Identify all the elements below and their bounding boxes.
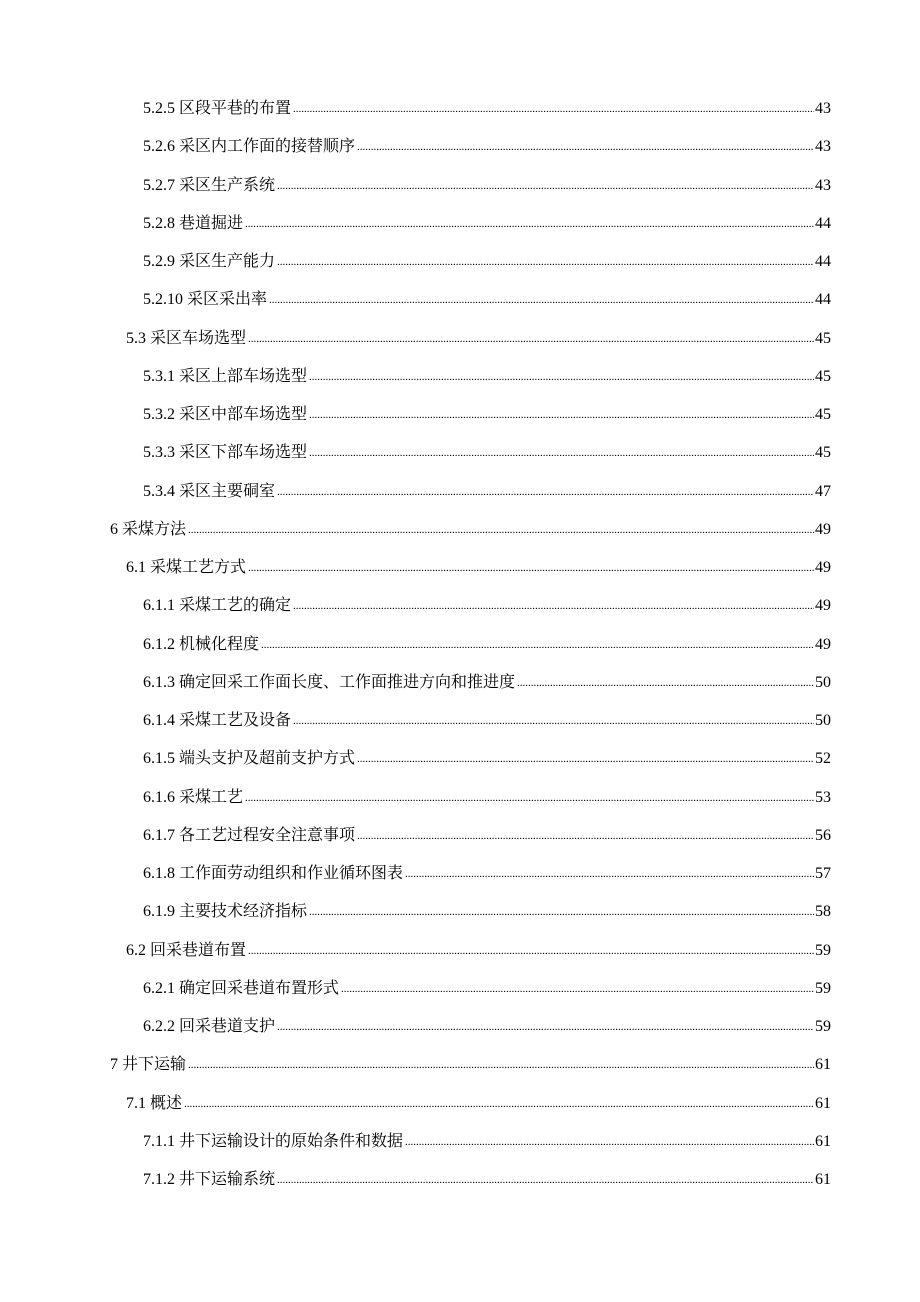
toc-entry[interactable] xyxy=(143,402,831,428)
toc-entry-page-number: 43 xyxy=(815,177,831,194)
toc-entry[interactable] xyxy=(143,134,831,160)
toc-entry[interactable] xyxy=(143,211,831,237)
toc-entry[interactable] xyxy=(143,173,831,199)
dot-leader xyxy=(293,593,814,619)
toc-entry[interactable] xyxy=(143,287,831,313)
dot-leader xyxy=(245,211,814,237)
toc-entry[interactable] xyxy=(143,785,831,811)
toc-entry-page-number: 43 xyxy=(815,138,831,155)
toc-entry-page-number: 49 xyxy=(815,559,831,576)
toc-entry[interactable] xyxy=(143,1167,831,1193)
toc-entry-label: 5.2.8 巷道掘进 xyxy=(143,215,244,232)
toc-entry-page-number: 58 xyxy=(815,903,831,920)
toc-entry[interactable] xyxy=(143,861,831,887)
toc-entry-label: 5.3.3 采区下部车场选型 xyxy=(143,444,308,461)
dot-leader xyxy=(248,326,814,352)
toc-entry-label: 6.1.6 采煤工艺 xyxy=(143,789,244,806)
toc-entry[interactable] xyxy=(143,593,831,619)
dot-leader xyxy=(277,173,814,199)
toc-entry[interactable] xyxy=(143,96,831,122)
toc-entry-page-number: 61 xyxy=(815,1133,831,1150)
toc-entry-page-number: 50 xyxy=(815,712,831,729)
toc-entry-page-number: 45 xyxy=(815,330,831,347)
toc-entry-label: 7.1.2 井下运输系统 xyxy=(143,1171,276,1188)
toc-entry-page-number: 43 xyxy=(815,100,831,117)
dot-leader xyxy=(405,1129,814,1155)
toc-entry[interactable] xyxy=(143,746,831,772)
dot-leader xyxy=(184,1091,814,1117)
toc-entry-page-number: 45 xyxy=(815,368,831,385)
toc-entry-label: 6 采煤方法 xyxy=(110,521,187,538)
toc-entry-label: 7.1 概述 xyxy=(126,1095,183,1112)
toc-entry-page-number: 49 xyxy=(815,636,831,653)
toc-entry-page-number: 45 xyxy=(815,444,831,461)
toc-entry[interactable] xyxy=(143,823,831,849)
toc-entry[interactable] xyxy=(143,632,831,658)
dot-leader xyxy=(517,670,814,696)
toc-entry-page-number: 44 xyxy=(815,253,831,270)
dot-leader xyxy=(309,402,814,428)
toc-entry[interactable] xyxy=(143,1129,831,1155)
toc-entry-page-number: 59 xyxy=(815,980,831,997)
toc-entry-label: 6.1.2 机械化程度 xyxy=(143,636,260,653)
toc-entry-page-number: 59 xyxy=(815,942,831,959)
toc-entry-page-number: 49 xyxy=(815,521,831,538)
toc-entry-page-number: 53 xyxy=(815,789,831,806)
dot-leader xyxy=(277,1014,814,1040)
toc-entry-label: 5.2.7 采区生产系统 xyxy=(143,177,276,194)
toc-entry-label: 6.2.2 回采巷道支护 xyxy=(143,1018,276,1035)
dot-leader xyxy=(357,823,814,849)
toc-entry[interactable] xyxy=(143,976,831,1002)
toc-entry-label: 7.1.1 井下运输设计的原始条件和数据 xyxy=(143,1133,404,1150)
dot-leader xyxy=(261,632,814,658)
dot-leader xyxy=(309,899,814,925)
toc-entry-page-number: 44 xyxy=(815,215,831,232)
toc-entry[interactable] xyxy=(126,326,831,352)
dot-leader xyxy=(277,249,814,275)
toc-entry[interactable] xyxy=(143,670,831,696)
toc-entry[interactable] xyxy=(143,708,831,734)
dot-leader xyxy=(309,364,814,390)
toc-entry[interactable] xyxy=(143,1014,831,1040)
toc-entry-label: 6.1.8 工作面劳动组织和作业循环图表 xyxy=(143,865,404,882)
dot-leader xyxy=(309,440,814,466)
toc-entry[interactable] xyxy=(110,1052,831,1078)
dot-leader xyxy=(277,479,814,505)
toc-entry-page-number: 44 xyxy=(815,291,831,308)
toc-entry-page-number: 57 xyxy=(815,865,831,882)
toc-entry[interactable] xyxy=(126,555,831,581)
toc-entry-page-number: 61 xyxy=(815,1056,831,1073)
toc-entry-label: 6.1.9 主要技术经济指标 xyxy=(143,903,308,920)
toc-entry-label: 5.2.5 区段平巷的布置 xyxy=(143,100,292,117)
toc-entry-page-number: 49 xyxy=(815,597,831,614)
toc-entry-label: 6.1.5 端头支护及超前支护方式 xyxy=(143,750,356,767)
dot-leader xyxy=(248,938,814,964)
dot-leader xyxy=(357,134,814,160)
toc-entry-label: 6.1.7 各工艺过程安全注意事项 xyxy=(143,827,356,844)
toc-entry-page-number: 50 xyxy=(815,674,831,691)
dot-leader xyxy=(188,517,814,543)
toc-entry-page-number: 59 xyxy=(815,1018,831,1035)
toc-entry-label: 6.2.1 确定回采巷道布置形式 xyxy=(143,980,340,997)
toc-entry-label: 6.1.1 采煤工艺的确定 xyxy=(143,597,292,614)
dot-leader xyxy=(269,287,814,313)
dot-leader xyxy=(293,708,814,734)
toc-entry-label: 5.2.9 采区生产能力 xyxy=(143,253,276,270)
dot-leader xyxy=(405,861,814,887)
toc-entry-label: 6.1.4 采煤工艺及设备 xyxy=(143,712,292,729)
toc-entry-label: 6.1.3 确定回采工作面长度、工作面推进方向和推进度 xyxy=(143,674,516,691)
dot-leader xyxy=(357,746,814,772)
toc-entry-page-number: 45 xyxy=(815,406,831,423)
toc-entry-page-number: 56 xyxy=(815,827,831,844)
dot-leader xyxy=(248,555,814,581)
toc-entry[interactable] xyxy=(110,517,831,543)
toc-entry-label: 5.3.1 采区上部车场选型 xyxy=(143,368,308,385)
toc-entry-label: 5.2.10 采区采出率 xyxy=(143,291,268,308)
toc-entry-label: 5.3 采区车场选型 xyxy=(126,330,247,347)
toc-entry-label: 5.2.6 采区内工作面的接替顺序 xyxy=(143,138,356,155)
toc-entry[interactable] xyxy=(143,899,831,925)
toc-entry-page-number: 52 xyxy=(815,750,831,767)
toc-entry[interactable] xyxy=(143,479,831,505)
toc-entry-page-number: 61 xyxy=(815,1171,831,1188)
dot-leader xyxy=(341,976,814,1002)
dot-leader xyxy=(245,785,814,811)
toc-entry-label: 5.3.2 采区中部车场选型 xyxy=(143,406,308,423)
dot-leader xyxy=(293,96,814,122)
toc-entry[interactable] xyxy=(143,249,831,275)
toc-entry-page-number: 47 xyxy=(815,483,831,500)
dot-leader xyxy=(277,1167,814,1193)
toc-entry[interactable] xyxy=(126,1091,831,1117)
toc-entry-page-number: 61 xyxy=(815,1095,831,1112)
toc-entry[interactable] xyxy=(126,938,831,964)
toc-entry-label: 6.2 回采巷道布置 xyxy=(126,942,247,959)
dot-leader xyxy=(188,1052,814,1078)
toc-entry[interactable] xyxy=(143,440,831,466)
toc-entry-label: 6.1 采煤工艺方式 xyxy=(126,559,247,576)
toc-entry[interactable] xyxy=(143,364,831,390)
toc-entry-label: 5.3.4 采区主要硐室 xyxy=(143,483,276,500)
toc-entry-label: 7 井下运输 xyxy=(110,1056,187,1073)
